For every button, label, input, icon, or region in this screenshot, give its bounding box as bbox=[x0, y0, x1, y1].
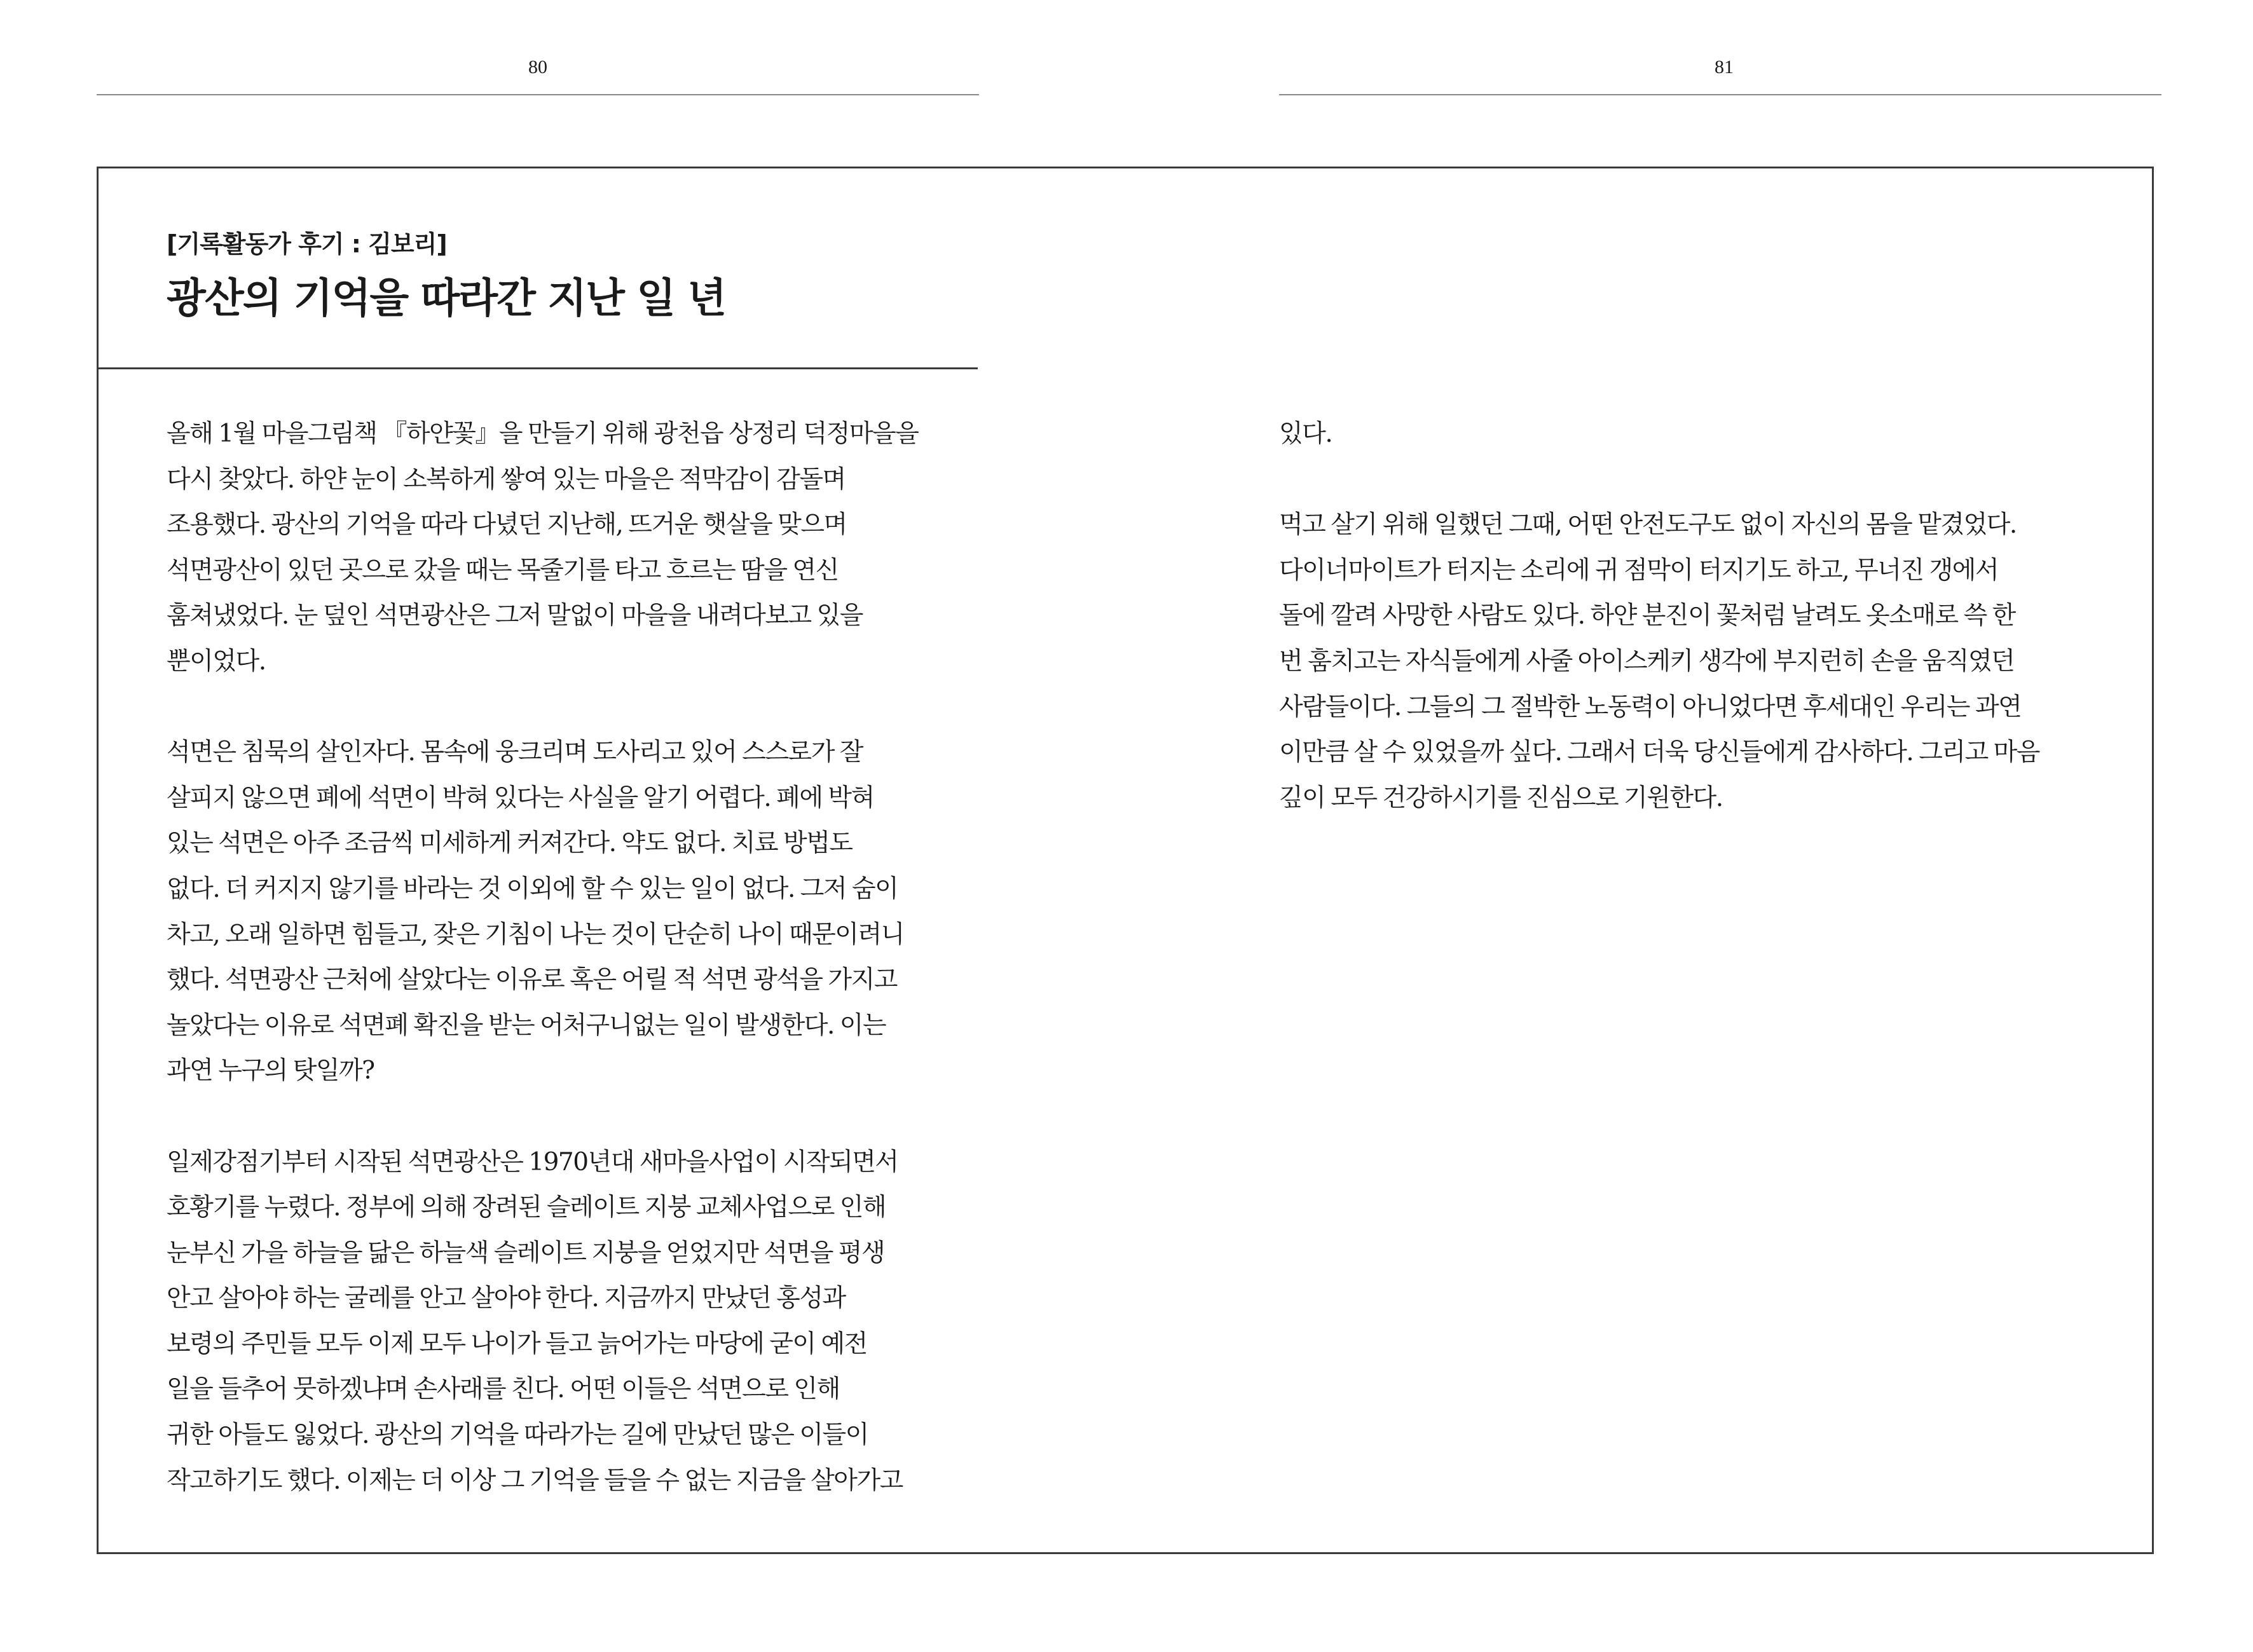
right-header-rule bbox=[1279, 94, 2161, 95]
article-title: 광산의 기억을 따라간 지난 일 년 bbox=[167, 275, 726, 322]
text-line: 과연 누구의 탓일까? bbox=[167, 1056, 374, 1086]
text-line: 호황기를 누렸다. 정부에 의해 장려된 슬레이트 지붕 교체사업으로 인해 bbox=[167, 1193, 886, 1222]
text-line: 이만큼 살 수 있었을까 싶다. 그래서 더욱 당신들에게 감사하다. 그리고 마음 bbox=[1279, 738, 2039, 767]
text-line: 깊이 모두 건강하시기를 진심으로 기원한다. bbox=[1279, 783, 1723, 812]
text-line: 했다. 석면광산 근처에 살았다는 이유로 혹은 어릴 적 석면 광석을 가지고 bbox=[167, 966, 897, 995]
text-line: 놀았다는 이유로 석면폐 확진을 받는 어처구니없는 일이 발생한다. 이는 bbox=[167, 1011, 886, 1040]
text-line: 훔쳐냈었다. 눈 덮인 석면광산은 그저 말없이 마을을 내려다보고 있을 bbox=[167, 601, 863, 631]
text-line: 살피지 않으면 폐에 석면이 박혀 있다는 사실을 알기 어렵다. 폐에 박혀 bbox=[167, 783, 874, 812]
right-paragraph-1 bbox=[1279, 411, 2125, 457]
left-paragraph-1 bbox=[167, 411, 978, 685]
text-line: 없다. 더 커지지 않기를 바라는 것 이외에 할 수 있는 일이 없다. 그저 숨이 bbox=[167, 874, 898, 903]
left-paragraph-3 bbox=[167, 1140, 978, 1504]
text-line: 올해 1월 마을그림책 『하얀꽃』을 만들기 위해 광천읍 상정리 덕정마을을 bbox=[167, 420, 919, 448]
title-divider bbox=[97, 367, 978, 369]
text-line: 번 훔치고는 자식들에게 사줄 아이스케키 생각에 부지런히 손을 움직였던 bbox=[1279, 646, 2015, 676]
text-line: 사람들이다. 그들의 그 절박한 노동력이 아니었다면 후세대인 우리는 과연 bbox=[1279, 692, 2022, 721]
left-column bbox=[167, 411, 978, 1549]
right-column bbox=[1279, 411, 2125, 866]
text-line: 조용했다. 광산의 기억을 따라 다녔던 지난해, 뜨거운 햇살을 맞으며 bbox=[167, 510, 847, 540]
right-paragraph-2 bbox=[1279, 502, 2125, 821]
text-line: 돌에 깔려 사망한 사람도 있다. 하얀 분진이 꽃처럼 날려도 옷소매로 쓱 한 bbox=[1279, 601, 2015, 631]
left-paragraph-2 bbox=[167, 730, 978, 1094]
article-kicker: [기록활동가 후기 : 김보리] bbox=[167, 230, 447, 258]
left-header-rule bbox=[97, 94, 979, 95]
text-line: 뿐이었다. bbox=[167, 646, 266, 676]
text-line: 석면광산이 있던 곳으로 갔을 때는 목줄기를 타고 흐르는 땀을 연신 bbox=[167, 556, 839, 585]
title-block bbox=[167, 228, 961, 325]
text-line: 차고, 오래 일하면 힘들고, 잦은 기침이 나는 것이 단순히 나이 때문이려니 bbox=[167, 920, 904, 949]
text-line: 석면은 침묵의 살인자다. 몸속에 웅크리며 도사리고 있어 스스로가 잘 bbox=[167, 738, 863, 767]
text-line: 눈부신 가을 하늘을 닮은 하늘색 슬레이트 지붕을 얻었지만 석면을 평생 bbox=[167, 1238, 885, 1267]
text-line: 보령의 주민들 모두 이제 모두 나이가 들고 늙어가는 마당에 굳이 예전 bbox=[167, 1329, 867, 1358]
left-page-number: 80 bbox=[528, 57, 547, 78]
text-line: 먹고 살기 위해 일했던 그때, 어떤 안전도구도 없이 자신의 몸을 맡겼었다. bbox=[1279, 510, 2017, 540]
text-line: 작고하기도 했다. 이제는 더 이상 그 기억을 들을 수 없는 지금을 살아가고 bbox=[167, 1466, 903, 1495]
text-line: 일을 들추어 뭇하겠냐며 손사래를 친다. 어떤 이들은 석면으로 인해 bbox=[167, 1375, 840, 1404]
text-line: 있다. bbox=[1279, 420, 1332, 448]
text-line: 다이너마이트가 터지는 소리에 귀 점막이 터지기도 하고, 무너진 갱에서 bbox=[1279, 556, 1999, 585]
text-line: 안고 살아야 하는 굴레를 안고 살아야 한다. 지금까지 만났던 홍성과 bbox=[167, 1284, 846, 1313]
text-line: 다시 찾았다. 하얀 눈이 소복하게 쌓여 있는 마을은 적막감이 감돌며 bbox=[167, 465, 846, 494]
right-page-number: 81 bbox=[1715, 57, 1734, 78]
text-line: 있는 석면은 아주 조금씩 미세하게 커져간다. 약도 없다. 치료 방법도 bbox=[167, 829, 853, 858]
text-line: 귀한 아들도 잃었다. 광산의 기억을 따라가는 길에 만났던 많은 이들이 bbox=[167, 1421, 868, 1450]
text-line: 일제강점기부터 시작된 석면광산은 1970년대 새마을사업이 시작되면서 bbox=[167, 1147, 898, 1177]
